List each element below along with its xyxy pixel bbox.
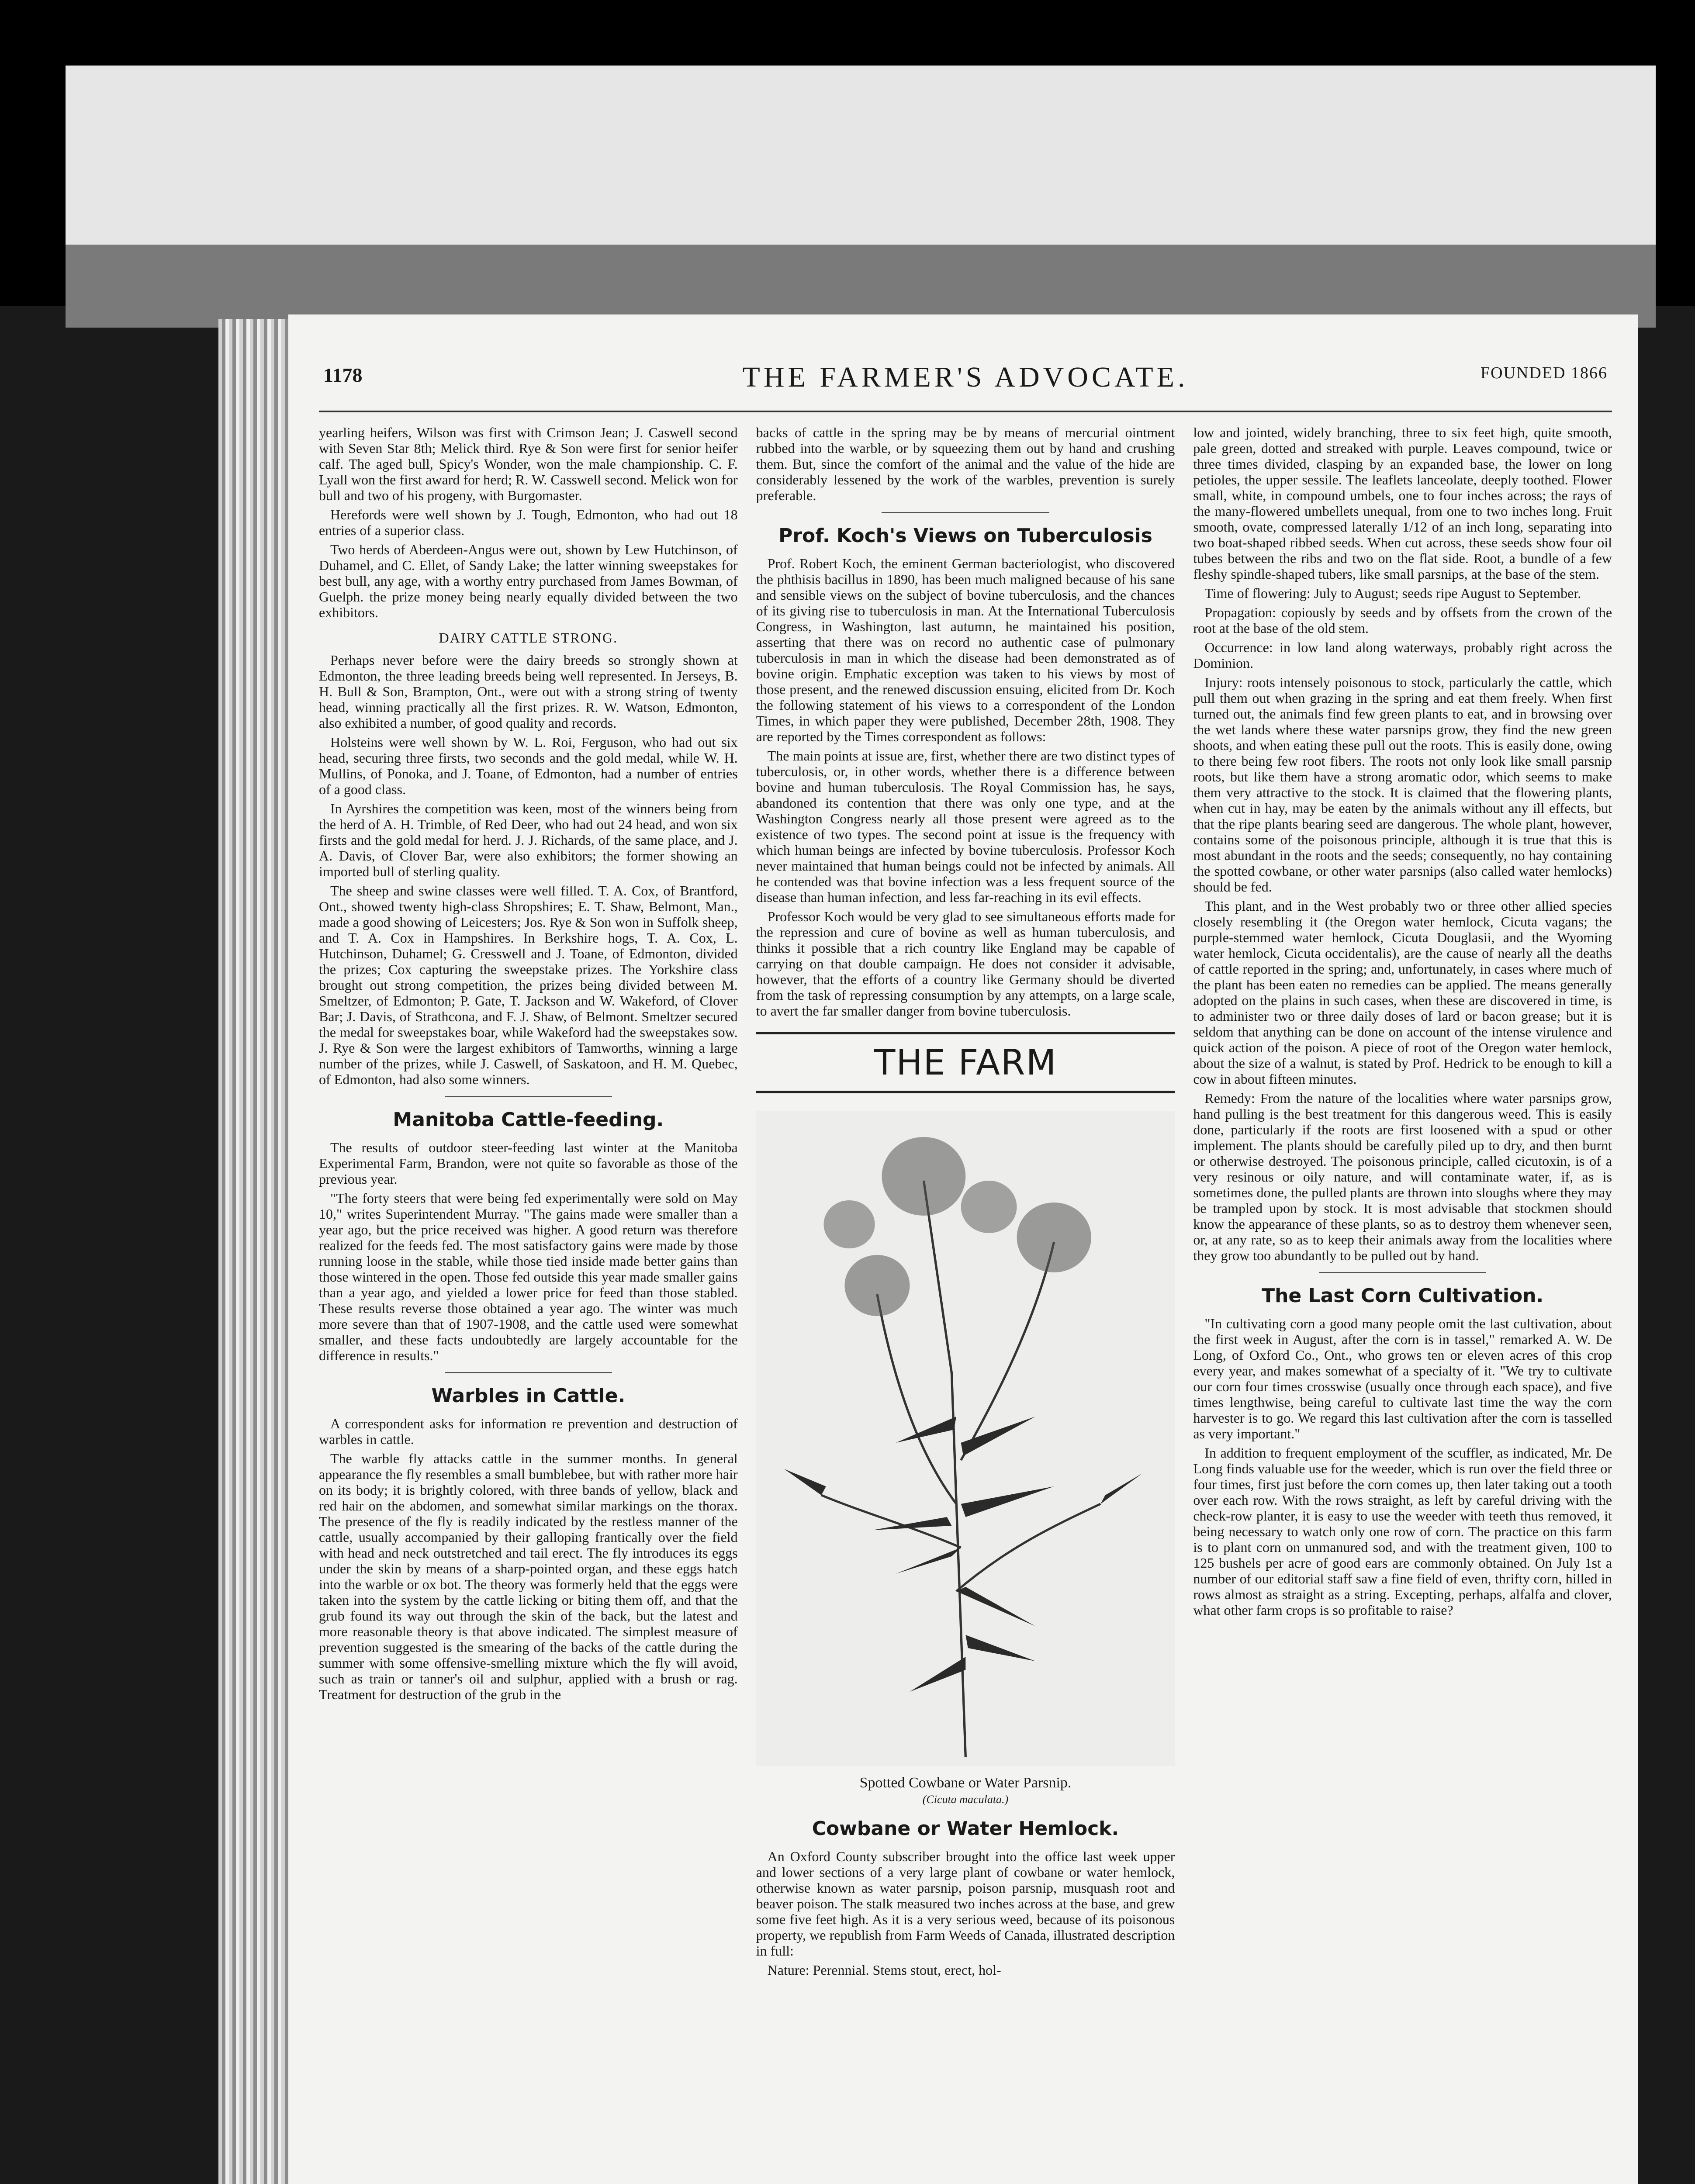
article-paragraph: Herefords were well shown by J. Tough, Edmonton, who had out 18 entries of a superior class. xyxy=(319,507,738,538)
masthead: THE FARMER'S ADVOCATE. xyxy=(742,361,1189,393)
article-paragraph: "In cultivating corn a good many people omit the last cultivation, about the first week in August, after the corn is in tassel," remarked A. W. De Long, of Oxford Co., Ont., who grows ten or eleven acres of this crop every year, and makes somewhat of a specialty of it. "We try to cultivate our corn four times crosswise (usually once through each space), and five times lengthwise, being careful to cultivate last time the way the corn harvester is to go. We regard this last cultivation after the corn is tasselled as very important." xyxy=(1193,1316,1612,1441)
newspaper-page xyxy=(288,314,1638,2184)
article-paragraph: The results of outdoor steer-feeding last winter at the Manitoba Experimental Farm, Brandon, were not quite so favorable as those of the previous year. xyxy=(319,1140,738,1187)
column-3 xyxy=(1193,425,1612,2184)
dairy-subheading: DAIRY CATTLE STRONG. xyxy=(439,630,618,646)
column-2 xyxy=(756,425,1175,2184)
article-paragraph: In addition to frequent employment of the scuffler, as indicated, Mr. De Long finds valuable use for the weeder, which is run over the field three or four times, first just before the corn comes up, then later taking out a tooth over each row. With the rows straight, as left by careful driving with the check-row planter, it is easy to use the weeder with teeth thus removed, it being necessary to watch only one row of corn. The practice on this farm is to plant corn on unmanured sod, and with the treatment given, 100 to 125 bushels per acre of good ears are commonly obtained. On July 1st a number of our editorial staff saw a fine field of even, thrifty corn, hilled in rows almost as straight as a string. Excepting, perhaps, alfalfa and clover, what other farm crops is so profitable to raise? xyxy=(1193,1445,1612,1618)
article-paragraph: Professor Koch would be very glad to see simultaneous efforts made for the repression and cure of bovine as well as human tuberculosis, and thinks it possible that a rich country like England may be capable of carrying on that double campaign. He does not consider it advisable, however, that the efforts of a country like Germany should be diverted from the task of repressing consumption by any attempts, on a large scale, to avert the far smaller danger from bovine tuberculosis. xyxy=(756,909,1175,1019)
article-paragraph: Prof. Robert Koch, the eminent German bacteriologist, who discovered the phthisis bacillus in 1890, has been much maligned because of his sane and sensible views on the subject of bovine tuberculosis, and the chances of its giving rise to tuberculosis in man. At the International Tuberculosis Congress, in Washington, last autumn, he maintained his position, asserting that there was on record no authentic case of pulmonary tuberculosis in man in which the disease had been demonstrated as of bovine origin. Emphatic exception was taken to his views by most of those present, and the renewed discussion ensuing, elicited from Dr. Koch the following statement of his views to a correspondent of the London Times, in which paper they were published, December 28th, 1908. They are reported by the Times correspondent as follows: xyxy=(756,556,1175,744)
figure-caption: Spotted Cowbane or Water Parsnip. xyxy=(859,1775,1072,1791)
text-columns xyxy=(319,425,1612,2184)
cowbane-plant-drawing xyxy=(756,1111,1175,1766)
manitoba-heading: Manitoba Cattle-feeding. xyxy=(393,1109,664,1131)
article-paragraph: Holsteins were well shown by W. L. Roi, Ferguson, who had out six head, securing three firsts, two seconds and the gold medal, while W. H. Mullins, of Ponoka, and J. Toane, of Edmonton, had a number of entries of a good class. xyxy=(319,734,738,797)
article-paragraph: The sheep and swine classes were well filled. T. A. Cox, of Brantford, Ont., showed twenty high-class Shropshires; E. T. Shaw, Belmont, Man., made a good showing of Leicesters; Jos. Rye & Son won in Suffolk sheep, and T. A. Cox in Hampshires. In Berkshire hogs, T. A. Cox, L. Hutchinson, Duhamel; G. Cresswell and J. Toane, of Edmonton, divided the prizes; Cox capturing the sweepstake prizes. The Yorkshire class brought out strong competition, the prizes being divided between M. Smeltzer, of Edmonton; P. Gate, T. Jackson and W. Wakeford, of Clover Bar; J. Davis, of Strathcona, and F. J. Shaw, of Belmont. Smeltzer secured the medal for sweepstakes boar, while Wakeford had the sweepstakes sow. J. Rye & Son were the largest exhibitors of Tamworths, winning a large number of the prizes, while J. Caswell, of Saskatoon, and H. M. Quebec, of Edmonton, had also some winners. xyxy=(319,883,738,1087)
article-paragraph: This plant, and in the West probably two or three other allied species closely resembling it (the Oregon water hemlock, Cicuta vagans; the purple-stemmed water hemlock, Cicuta Douglasii, and the Wyoming water hemlock, Cicuta occidentalis), are the cause of nearly all the deaths of cattle reported in the spring; and, unfortunately, in cases where much of the plant has been eaten no remedies can be applied. The means generally adopted on the plains in such cases, when these are discovered in time, is to administer two or three daily doses of lard or bacon grease; but it is seldom that anything can be done on account of the intense virulence and quick action of the poison. A piece of root of the Oregon water hemlock, about the size of a walnut, is stated by Prof. Hedrick to be enough to kill a cow in about fifteen minutes. xyxy=(1193,898,1612,1087)
corn-heading: The Last Corn Cultivation. xyxy=(1262,1285,1544,1307)
article-paragraph: Injury: roots intensely poisonous to stock, particularly the cattle, which pull them out when grazing in the spring and eat them freely. When first turned out, the animals find few green plants to eat, and in browsing over the wet lands where these water parsnips grow, they find the new green shoots, and when eating these pull out the roots. This is easily done, owing to there being few root fibers. The roots not only look like small parsnip roots, but like them have a strong aromatic odor, which seems to make them very attractive to the stock. It is claimed that the flowering plants, when cut in hay, may be eaten by the animals without any ill effects, but that the ripe plants bearing seed are dangerous. The whole plant, however, contains some of the poisonous principle, although it is true that this is most abundant in the roots and the seeds; consequently, no hay containing the spotted cowbane, or other water parsnips (also called water hemlocks) should be fed. xyxy=(1193,674,1612,895)
founded-date: FOUNDED 1866 xyxy=(1480,364,1608,382)
book-binding-edges xyxy=(218,319,297,2184)
koch-heading: Prof. Koch's Views on Tuberculosis xyxy=(778,525,1152,547)
article-paragraph: Occurrence: in low land along waterways, probably right across the Dominion. xyxy=(1193,639,1612,671)
the-farm-banner: THE FARM xyxy=(756,1032,1175,1093)
article-paragraph: The main points at issue are, first, whether there are two distinct types of tuberculosis, or, in other words, whether there is a difference between bovine and human tuberculosis. The Royal Commission has, he says, abandoned its contention that there was only one type, and at the Washington Congress nearly all those present were agreed as to the existence of two types. The second point at issue is the frequency with which human beings are infected by bovine tuberculosis. Professor Koch never maintained that human beings could not be infected by animals. All he contended was that bovine infection was a less frequent source of the disease than human infection, and less far-reaching in its evil effects. xyxy=(756,748,1175,905)
section-divider xyxy=(445,1372,612,1373)
warbles-heading: Warbles in Cattle. xyxy=(431,1385,626,1407)
section-divider xyxy=(445,1096,612,1097)
figure-caption-latin: (Cicuta maculata.) xyxy=(922,1793,1009,1806)
article-paragraph: A correspondent asks for information re prevention and destruction of warbles in cattle. xyxy=(319,1416,738,1447)
article-paragraph: An Oxford County subscriber brought into the office last week upper and lower sections of a very large plant of cowbane or water hemlock, otherwise known as water parsnip, poison parsnip, musquash root and beaver poison. The stalk measured two inches across at the base, and grew some five feet high. As it is a very serious weed, because of its poisonous property, we republish from Farm Weeds of Canada, illustrated description in full: xyxy=(756,1849,1175,1959)
article-paragraph: In Ayrshires the competition was keen, most of the winners being from the herd of A. H. Trimble, of Red Deer, who had out 24 head, and won six firsts and the gold medal for herd. J. J. Richards, of the same place, and J. A. Davis, of Clover Bar, were also exhibitors; the former showing an imported bull of sterling quality. xyxy=(319,801,738,879)
article-paragraph: Remedy: From the nature of the localities where water parsnips grow, hand pulling is the best treatment for this dangerous weed. This is easily done, particularly if the roots are first loosened with a spud or other implement. The plants should be carefully piled up to dry, and then burnt or otherwise destroyed. The poisonous principle, called cicutoxin, is of a very resinous or oily nature, and will contaminate water, if, as is sometimes done, the pulled plants are thrown into sloughs where they may be trampled upon by stock. It is most advisable that stockmen should know the appearance of these plants, so as to destroy them whenever seen, or, at any rate, so as to keep their animals away from the localities where they grow too abundantly to be pulled out by hand. xyxy=(1193,1090,1612,1263)
page-number: 1178 xyxy=(323,364,363,386)
article-paragraph: Two herds of Aberdeen-Angus were out, shown by Lew Hutchinson, of Duhamel, and C. Ellet, of Sandy Lake; the latter winning sweepstakes for best bull, any age, with a worthy entry purchased from James Bowman, of Guelph. the prize money being nearly equally divided between the two exhibitors. xyxy=(319,542,738,620)
article-paragraph: Time of flowering: July to August; seeds ripe August to September. xyxy=(1204,585,1581,601)
page-header xyxy=(319,358,1612,412)
article-paragraph: Propagation: copiously by seeds and by offsets from the crown of the root at the base of the old stem. xyxy=(1193,605,1612,636)
article-paragraph: The warble fly attacks cattle in the summer months. In general appearance the fly resembles a small bumblebee, but with rather more hair on its body; it is brightly colored, with three bands of yellow, black and red hair on the abdomen, and somewhat similar markings on the thorax. The presence of the fly is readily indicated by the restless manner of the cattle, usually accompanied by their galloping frantically over the field with head and neck outstretched and tail erect. The fly introduces its eggs under the skin by means of a sharp-pointed organ, and these eggs hatch into the warble or ox bot. The theory was formerly held that the eggs were taken into the system by the cattle licking or biting them off, and that the grub found its way out through the skin of the back, but the latest and more reasonable theory is that above indicated. The simplest measure of prevention suggested is the smearing of the backs of the cattle during the summer with some offensive-smelling mixture which the fly will avoid, such as train or tanner's oil and sulphur, applied with a brush or rag. Treatment for destruction of the grub in the xyxy=(319,1451,738,1702)
article-paragraph: yearling heifers, Wilson was first with Crimson Jean; J. Caswell second with Seven Star 8th; Melick third. Rye & Son were first for senior heifer calf. The aged bull, Spicy's Wonder, won the male championship. C. F. Lyall won the first award for herd; R. W. Casswell second. Melick won for bull and two of his progeny, with Burgomaster. xyxy=(319,425,738,503)
section-divider xyxy=(1319,1272,1486,1273)
column-1 xyxy=(319,425,738,2184)
section-divider xyxy=(882,512,1049,513)
cowbane-heading: Cowbane or Water Hemlock. xyxy=(812,1818,1119,1840)
article-paragraph: Perhaps never before were the dairy breeds so strongly shown at Edmonton, the three leading breeds being well represented. In Jerseys, B. H. Bull & Son, Brampton, Ont., were out with a strong string of twenty head, winning practically all the first prizes. R. W. Watson, Edmonton, also exhibited a number, of good quality and records. xyxy=(319,652,738,731)
article-paragraph: backs of cattle in the spring may be by means of mercurial ointment rubbed into the warble, or by squeezing them out by hand and crushing them. But, since the comfort of the animal and the value of the hide are considerably lessened by the work of the warbles, prevention is surely preferable. xyxy=(756,425,1175,503)
article-paragraph: Nature: Perennial. Stems stout, erect, hol- xyxy=(767,1962,1001,1978)
article-paragraph: low and jointed, widely branching, three to six feet high, quite smooth, pale green, dotted and streaked with purple. Leaves compound, twice or three times divided, clasping by an expanded base, the lower on long petioles, the upper sessile. The leaflets lanceolate, deeply toothed. Flower small, white, in compound umbels, one to four inches across; the rays of the many-flowered umbellets unequal, from one to two inches long. Fruit smooth, ovate, compressed laterally 1/12 of an inch long, separating into two boat-shaped ribbed seeds. When cut across, these seeds show four oil tubes between the ribs and two on the flat side. Root, a bundle of a few fleshy spindle-shaped tubers, like small parsnips, at the base of the stem. xyxy=(1193,425,1612,582)
cowbane-illustration xyxy=(756,1111,1175,1766)
article-paragraph: "The forty steers that were being fed experimentally were sold on May 10," writes Superintendent Murray. "The gains made were smaller than a year ago, but the price received was higher. A good return was therefore realized for the feeds fed. The most satisfactory gains were made by those running loose in the stable, while those tied inside made better gains than those wintered in the open. Those fed outside this year made smaller gains than a year ago, and yielded a lower price for feed than those stabled. These results reverse those obtained a year ago. The winter was much more severe than that of 1907-1908, and the cattle used were somewhat smaller, and these facts undoubtedly are largely accountable for the difference in results." xyxy=(319,1190,738,1363)
